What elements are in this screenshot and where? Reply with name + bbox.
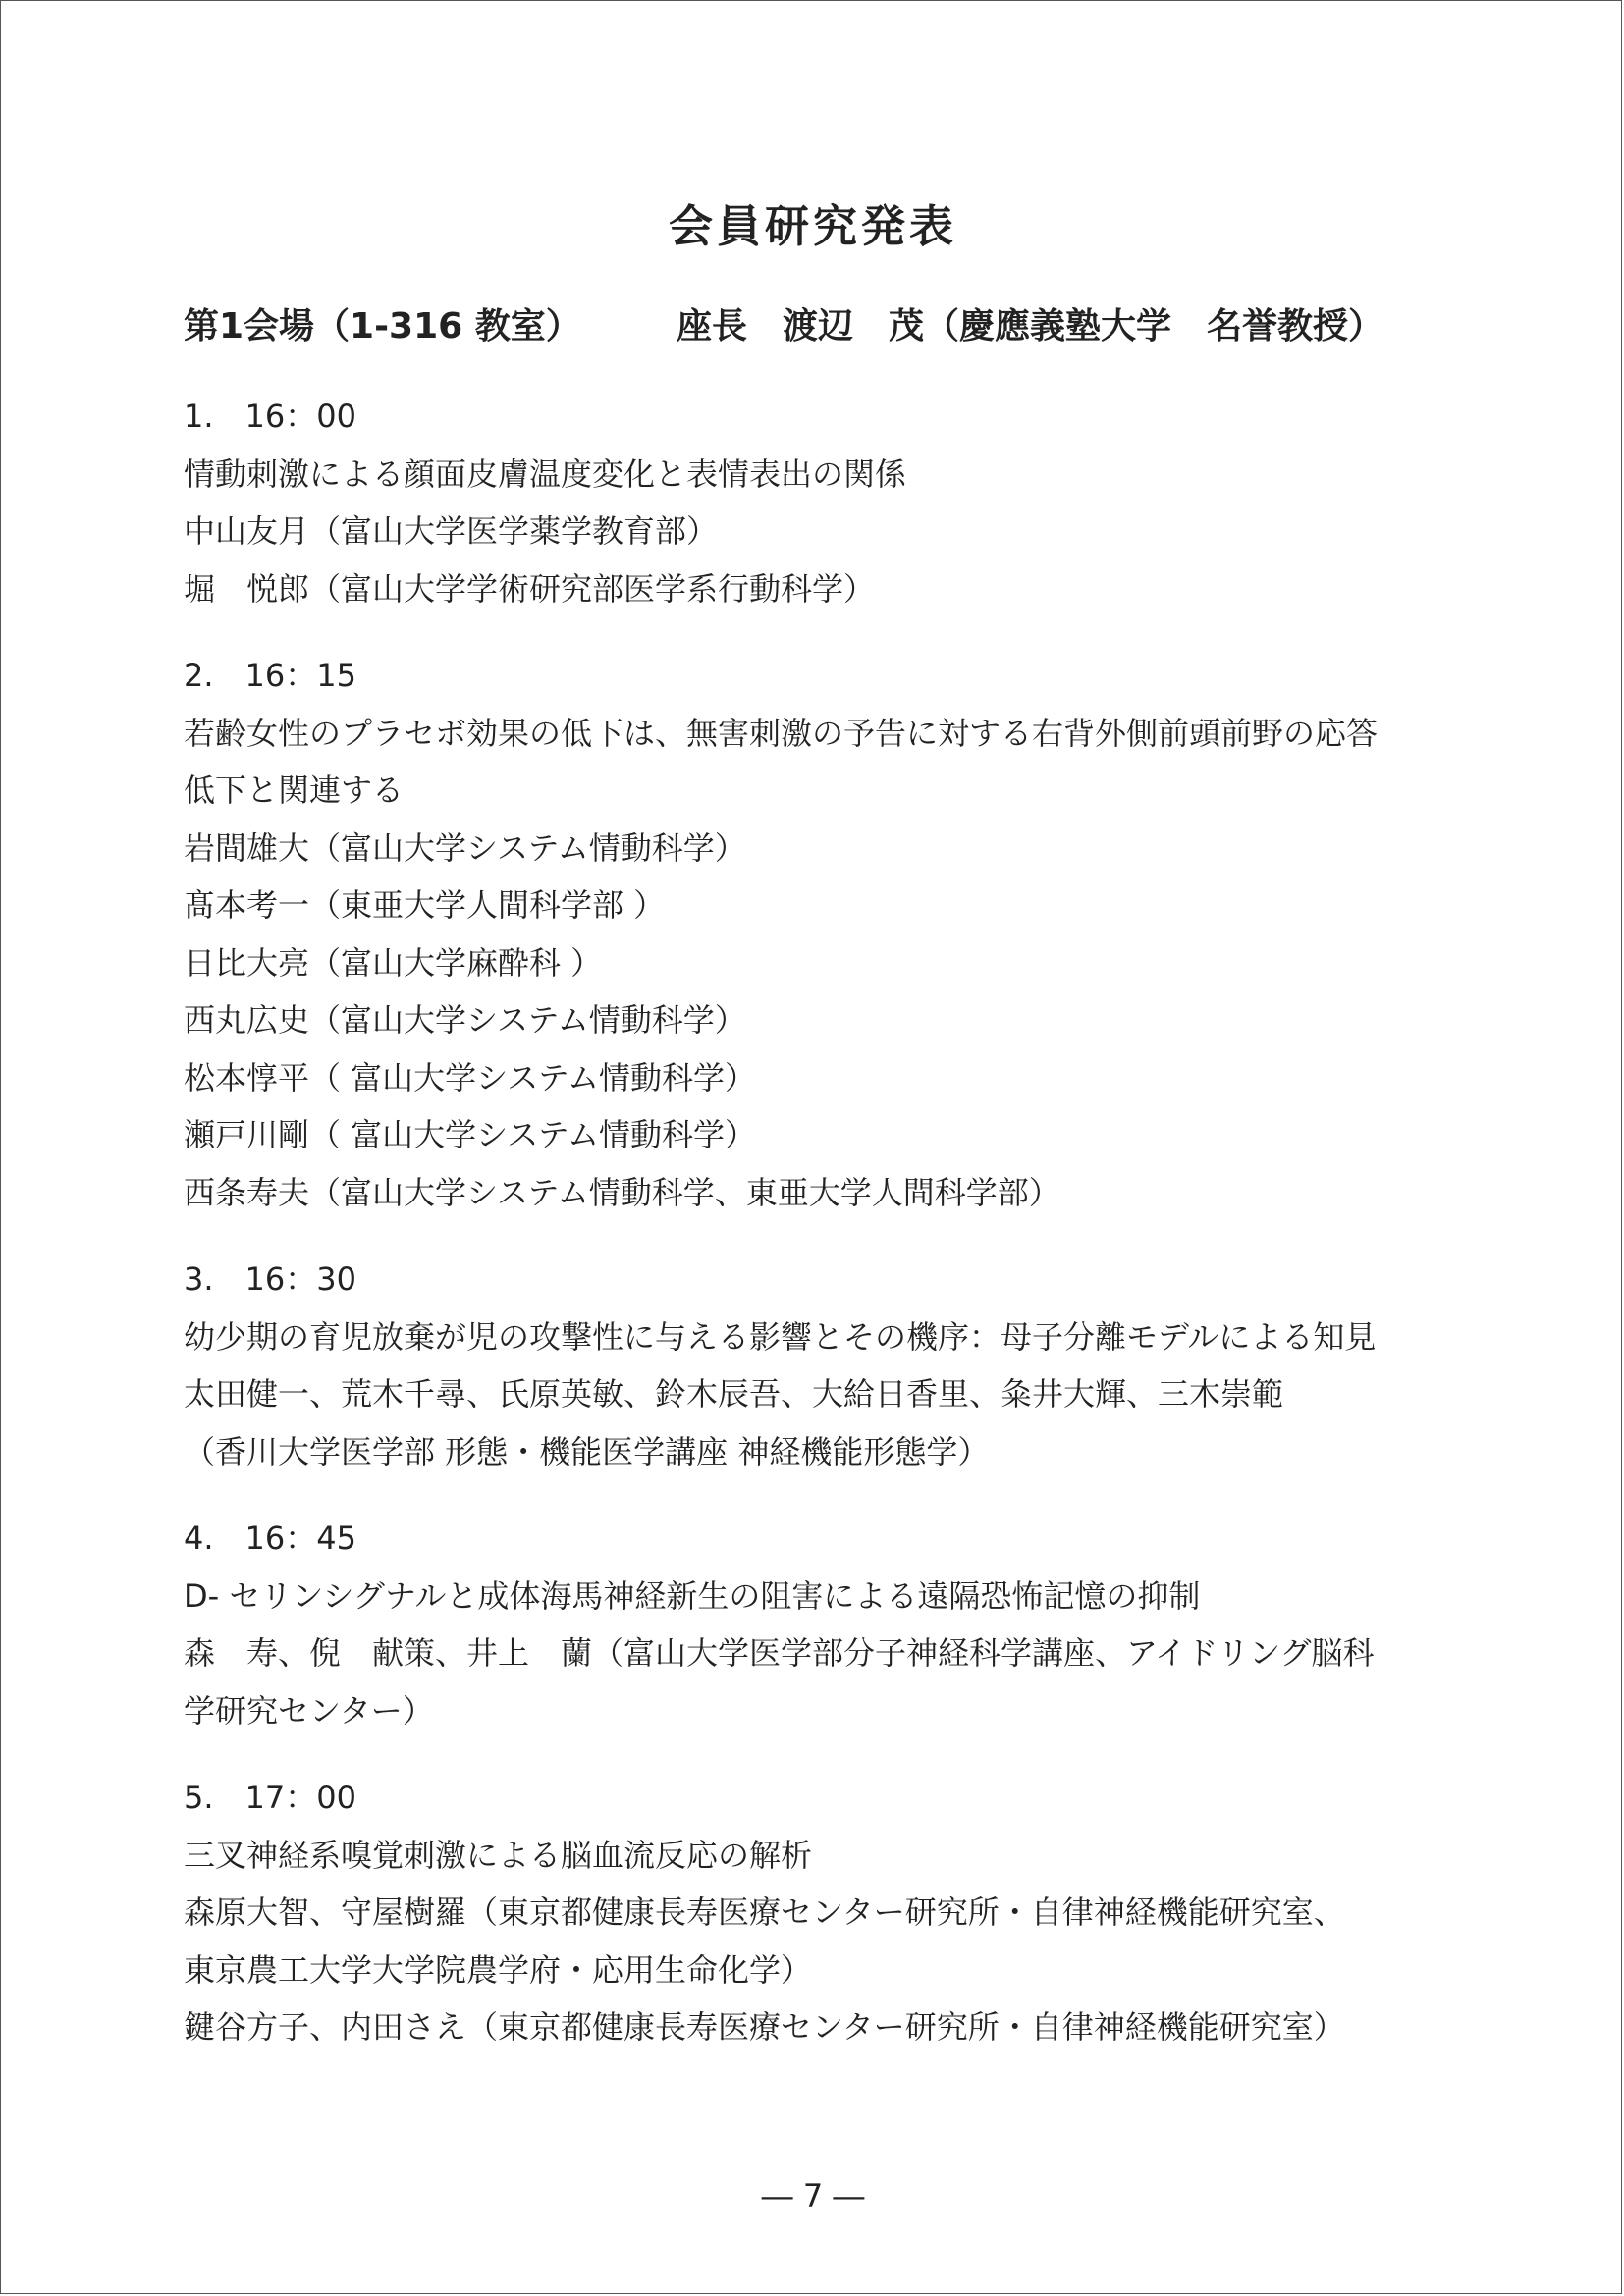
session-header	[184, 295, 1460, 358]
presentation-3	[184, 1251, 1460, 1480]
presentation-author: 西丸広史（富山大学システム情動科学）	[184, 1001, 746, 1039]
presentation-author: 髙本考一（東亜大学人間科学部 ）	[184, 886, 666, 924]
presentation-list	[184, 388, 1460, 2086]
presentation-affiliation: （香川大学医学部 形態・機能医学講座 神経機能形態学）	[184, 1432, 990, 1470]
presentation-authors: 鍵谷方子、内田さえ（東京都健康長寿医療センター研究所・自律神経機能研究室）	[184, 2008, 1345, 2046]
presentation-authors: 森原大智、守屋樹羅（東京都健康長寿医療センター研究所・自律神経機能研究室、	[184, 1894, 1345, 1931]
presentation-affiliation-continued: 学研究センター）	[184, 1691, 434, 1730]
presentation-slot: 3. 16：30	[184, 1260, 356, 1298]
presentation-authors: 森 寿、倪 献策、井上 蘭（富山大学医学部分子神経科学講座、アイドリング脳科	[184, 1634, 1375, 1672]
session-chair: 座長 渡辺 茂（慶應義塾大学 名誉教授）	[677, 306, 1384, 347]
presentation-slot: 2. 16：15	[184, 657, 356, 694]
presentation-4	[184, 1510, 1460, 1739]
presentation-title: 情動刺激による顔面皮膚温度変化と表情表出の関係	[184, 454, 907, 493]
presentation-author: 西条寿夫（富山大学システム情動科学、東亜大学人間科学部）	[184, 1173, 1060, 1211]
presentation-affiliation-continued: 東京農工大学大学院農学府・応用生命化学）	[184, 1950, 813, 1989]
presentation-authors: 太田健一、荒木千尋、氏原英敏、鈴木辰吾、大給日香里、粂井大輝、三木崇範	[184, 1375, 1284, 1413]
page-number: ― 7 ―	[761, 2177, 865, 2215]
presentation-author: 中山友月（富山大学医学薬学教育部）	[184, 512, 719, 550]
presentation-1	[184, 388, 1460, 617]
presentation-author: 堀 悦郎（富山大学学術研究部医学系行動科学）	[184, 569, 876, 608]
page-title: 会員研究発表	[668, 200, 957, 252]
presentation-author: 日比大亮（富山大学麻酔科 ）	[184, 943, 603, 982]
presentation-slot: 4. 16：45	[184, 1520, 356, 1557]
presentation-author: 松本惇平（ 富山大学システム情動科学）	[184, 1058, 756, 1096]
presentation-title: D- セリンシグナルと成体海馬神経新生の阻害による遠隔恐怖記憶の抑制	[184, 1576, 1201, 1615]
presentation-title: 幼少期の育児放棄が児の攻撃性に与える影響とその機序：母子分離モデルによる知見	[184, 1317, 1377, 1356]
presentation-author: 岩間雄大（富山大学システム情動科学）	[184, 828, 746, 867]
presentation-title: 三叉神経系嗅覚刺激による脳血流反応の解析	[184, 1836, 813, 1874]
presentation-2	[184, 647, 1460, 1221]
presentation-slot: 5. 17：00	[184, 1779, 356, 1816]
presentation-5	[184, 1769, 1460, 2056]
presentation-title: 若齢女性のプラセボ効果の低下は、無害刺激の予告に対する右背外側前頭前野の応答	[184, 714, 1379, 752]
session-room: 第1会場（1-316 教室）	[184, 306, 581, 347]
presentation-author: 瀬戸川剛（ 富山大学システム情動科学）	[184, 1116, 756, 1153]
presentation-slot: 1. 16：00	[184, 398, 356, 435]
presentation-title-continued: 低下と関連する	[184, 772, 405, 809]
